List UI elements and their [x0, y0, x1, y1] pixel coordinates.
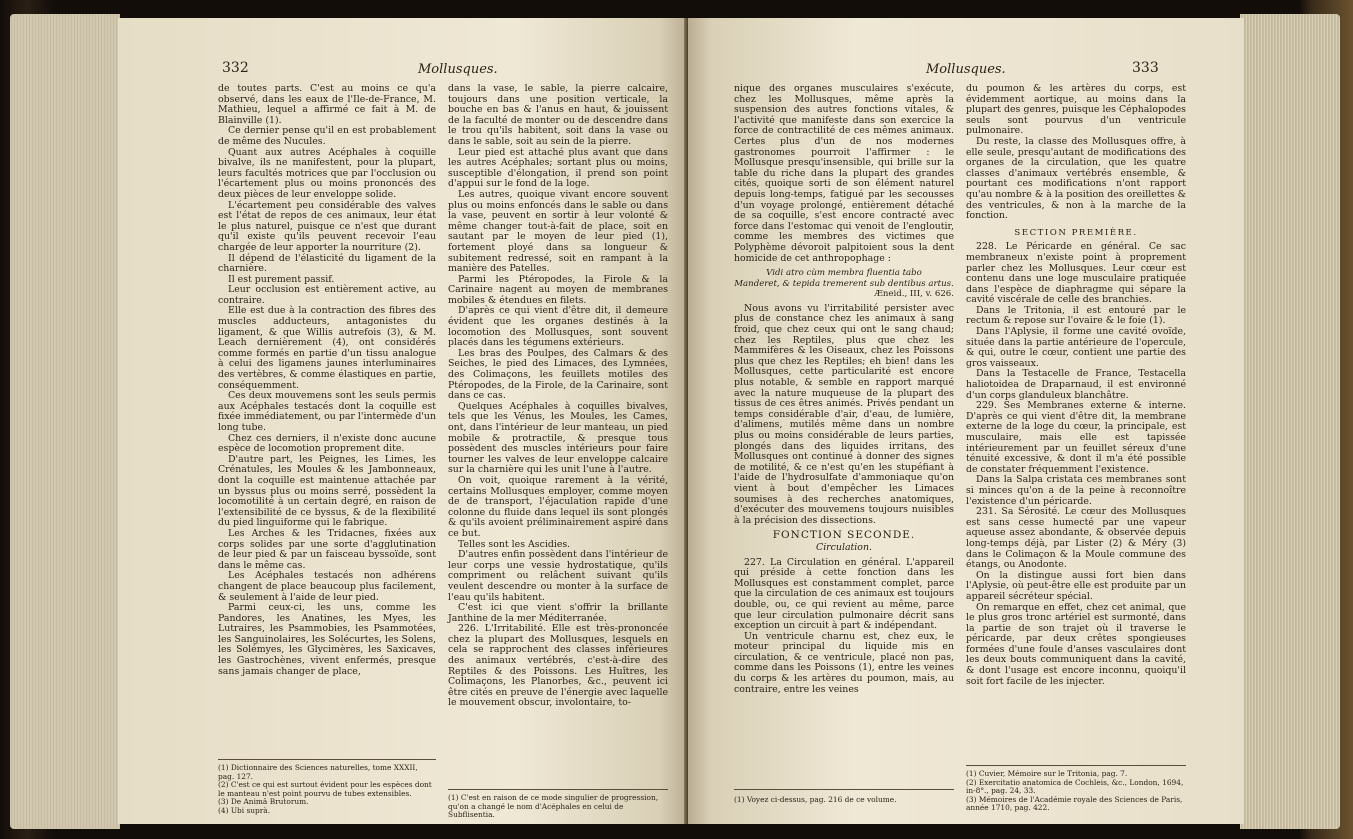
right-running-head: Mollusques. [926, 62, 1006, 77]
footnote-rule [448, 789, 668, 790]
paragraph: Du reste, la classe des Mollusques offre, à elle seule, presqu'autant de modifications des organes de la circulation, que les quatre classes d'animaux vertébrés ensemble, & pourtant ces modifications n'ont rapport qu'au nombre & à la position des oreillettes & des ventricules, & non à la marche de la fonction. [966, 135, 1186, 222]
paragraph: D'autre part, les Peignes, les Limes, les Crénatules, les Moules & les Jambonneaux, dont la coquille est maintenue attachée par un byssus plus ou moins serré, possèdent la locomotilité à un certain degré, en raison de l'extensibilité de ce byssus, & de la flexibilité du pied linguiforme qui le fabrique. [218, 453, 436, 529]
paragraph: Ces deux mouvemens sont les seuls permis aux Acéphales testacés dont la coquille est fixée immédiatement, ou par l'intermède d'un long tube. [218, 390, 436, 433]
paragraph: 229. Ses Membranes externe & interne. D'après ce qui vient d'être dit, la membrane externe de la loge du cœur, la principale, est musculaire, mais elle est tapissée intérieurement par un feuillet séreux d'une ténuité excessive, & dont il m'a été possible de constater fréquemment l'existence. [966, 400, 1186, 475]
left-page-number: 332 [222, 60, 249, 76]
section-subtitle: Circulation. [816, 541, 872, 553]
footnote: (2) C'est ce qui est surtout évident pour les espèces dont le manteau n'est point pourvu de tubes extensibles. [218, 780, 432, 798]
right-page-number: 333 [1132, 60, 1159, 76]
paragraph: Chez ces derniers, il n'existe donc aucune espèce de locomotion proprement dite. [218, 432, 436, 455]
right-page-edges [1240, 14, 1340, 829]
paragraph: Dans le Tritonia, il est entouré par le rectum & repose sur l'ovaire & le foie (1). [966, 304, 1186, 327]
footnote: (4) Ubi suprà. [218, 805, 271, 815]
paragraph: Il est purement passif. [228, 273, 335, 285]
left-column-2 [448, 84, 668, 709]
paragraph: Leur occlusion est entièrement active, au contraire. [218, 284, 436, 306]
right-footnotes-1 [734, 796, 954, 805]
footnote-rule [734, 789, 954, 790]
paragraph: Les Arches & les Tridacnes, fixées aux corps solides par une sorte d'agglutination de leur pied & par un faisceau byssoïde, sont dans le même cas. [218, 527, 436, 571]
paragraph: dans la vase, le sable, la pierre calcaire, toujours dans une position verticale, la bouche en bas & l'anus en haut, & jouissent de la faculté de monter ou de descendre dans le trou qu'ils habitent, soit dans la vase ou dans le sable, soit au sein de la pierre. [448, 83, 668, 147]
left-footnotes-2 [448, 794, 668, 820]
right-column-2 [966, 84, 1186, 687]
paragraph: Les autres, quoique vivant encore souvent plus ou moins enfoncés dans le sable ou dans la vase, peuvent en sortir à leur volonté & même changer tout-à-fait de place, soit en sautant par le moyen de leur pied (1), fortement ployé dans sa longueur & subitement redressé, soit en rampant à la manière des Patelles. [448, 188, 668, 275]
paragraph: Un ventricule charnu est, chez eux, le moteur principal du liquide mis en circulation, & ce ventricule, placé non pas, comme dans les Poissons (1), entre les veines du corps & les artères du poumon, mais, au contraire, entre les veines [734, 630, 954, 695]
paragraph: Ce dernier pense qu'il en est probablement de même des Nucules. [218, 125, 436, 147]
footnote-rule [218, 759, 436, 760]
paragraph: Dans l'Aplysie, il forme une cavité ovoïde, située dans la partie antérieure de l'opercule, & qui, outre le cœur, contient une partie des gros vaisseaux. [966, 326, 1186, 369]
paragraph: D'autres enfin possèdent dans l'intérieur de leur corps une vessie hydrostatique, qu'ils compriment ou relâchent suivant qu'ils veulent descendre ou monter à la surface de l'eau qu'ils habitent. [448, 549, 668, 603]
footnote: (1) Dictionnaire des Sciences naturelles, tome XXXII, pag. 127. [218, 763, 418, 781]
footnote: (1) Voyez ci-dessus, pag. 216 de ce volume. [734, 795, 897, 804]
paragraph: 227. La Circulation en général. L'appareil qui préside à cette fonction dans les Mollusques est constamment complet, parce que la circulation de ces animaux est toujours double, ou, ce qui revient au même, parce que leur circulation pulmonaire décrit sans exception un circuit à part & indépendant. [734, 556, 954, 632]
paragraph: Dans la Salpa cristata ces membranes sont si minces qu'on a de la peine à reconnoître l'existence d'un péricarde. [966, 474, 1186, 507]
right-column-1 [734, 84, 954, 695]
paragraph: Elle est due à la contraction des fibres des muscles adducteurs, antagonistes du ligament, & que Willis autrefois (3), & M. Leach dernièrement (4), ont considérés comme formés en partie d'un tissu analogue à celui des ligamens jaunes interluminaires des vertèbres, & comme élastiques en partie, conséquemment. [218, 305, 436, 391]
paragraph: D'après ce qui vient d'être dit, il demeure évident que les organes destinés à la locomotion des Mollusques, sont souvent placés dans les tégumens extérieurs. [448, 305, 668, 349]
quote-line: Manderet, & tepida tremerent sub dentibus artus. [734, 278, 954, 289]
section-title: FONCTION SECONDE. [772, 529, 916, 542]
quote-line: Vidi atro cùm membra fluentia tabo [766, 268, 922, 279]
paragraph: Dans la Testacelle de France, Testacella haliotoidea de Draparnaud, il est environné d'un corps glanduleux blanchâtre. [966, 368, 1186, 401]
footnote: (3) Mémoires de l'Académie royale des Sciences de Paris, année 1710, pag. 422. [966, 794, 1183, 813]
paragraph: On remarque en effet, chez cet animal, que le plus gros tronc artériel est surmonté, dans la partie de son trajet où il traverse le péricarde, par deux crêtes spongieuses formées d'une foule d'anses vasculaires dont les deux bouts communiquent dans la cavité, & dont l'usage est encore inconnu, quoiqu'il soit fort facile de les injecter. [966, 601, 1186, 687]
paragraph: C'est ici que vient s'offrir la brillante Janthine de la mer Méditerranée. [448, 602, 668, 624]
quote-reference: Æneid., III, v. 626. [874, 289, 954, 300]
paragraph: On voit, quoique rarement à la vérité, certains Mollusques employer, comme moyen de de transport, l'éjaculation rapide d'une colonne du fluide dans lequel ils sont plongés & qu'ils avoient préliminairement aspiré dans ce but. [448, 474, 668, 539]
footnote-rule [966, 765, 1186, 766]
paragraph: Leur pied est attaché plus avant que dans les autres Acéphales; sortant plus ou moins, susceptible d'élongation, il prend son point d'appui sur le fond de la loge. [448, 146, 668, 190]
left-footnotes-1 [218, 764, 436, 816]
paragraph: Quant aux autres Acéphales à coquille bivalve, ils ne manifestent, pour la plupart, leurs facultés motrices que par l'occlusion ou l'écartement plus ou moins prononcés des deux pièces de leur enveloppe solide. [218, 146, 436, 200]
paragraph: nique des organes musculaires s'exécute, chez les Mollusques, même après la suspension des autres fonctions vitales, & l'activité que manifeste dans son exercice la force de contractilité de ces mêmes animaux. Certes plus d'un de nos modernes gastronomes pourroit l'affirmer : le Mollusque presqu'insensible, qui brille sur la table du riche dans la plupart des grandes cités, quoique sorti de son élément naturel depuis long-temps, fatigué par les secousses d'un voyage prolongé, entièrement détaché de sa coquille, s'est encore contracté avec force dans l'estomac qui venoit de l'engloutir, comme les membres des victimes que Polyphème dévoroit palpitoient sous la dent homicide de cet anthropophage : [734, 83, 954, 264]
paragraph: On la distingue aussi fort bien dans l'Aplysie, où peut-être elle est produite par un appareil sécréteur spécial. [966, 569, 1186, 602]
footnote: (3) De Animâ Brutorum. [218, 797, 309, 807]
left-page [118, 18, 688, 824]
left-running-head: Mollusques. [418, 62, 498, 77]
paragraph: Parmi les Ptéropodes, la Firole & la Carinaire nagent au moyen de membranes mobiles & étendues en filets. [448, 273, 668, 306]
paragraph: du poumon & les artères du corps, est évidemment aortique, au moins dans la plupart des genres, puisque les Céphalopodes seuls sont pourvus d'un ventricule pulmonaire. [966, 83, 1186, 137]
left-column-1 [218, 84, 436, 677]
right-footnotes-2 [966, 770, 1186, 813]
paragraph: Les Acéphales testacés non adhérens changent de place beaucoup plus facilement, & seulement à l'aide de leur pied. [218, 570, 436, 603]
footnote: (1) Cuvier, Mémoire sur le Tritonia, pag. 7. [966, 769, 1128, 778]
paragraph: Il dépend de l'élasticité du ligament de la charnière. [218, 252, 436, 275]
footnote: (2) Exercitatio anatomica de Cochleis, &c., London, 1694, in-8°., pag. 24, 33. [966, 777, 1184, 796]
section-first-heading: SECTION PREMIÈRE. [1014, 227, 1138, 238]
left-page-edges [10, 14, 120, 829]
paragraph: Parmi ceux-ci, les uns, comme les Pandores, les Anatines, les Myes, les Lutraires, les Psammobies, les Psammotées, les Sanguinolaires, les Solécurtes, les Solens, les Solémyes, les Glycimères, les Saxicaves, les Gastrochènes, vivent enfermés, presque sans jamais changer de place, [218, 602, 436, 677]
right-page [688, 18, 1244, 824]
paragraph: 231. Sa Sérosité. Le cœur des Mollusques est sans cesse humecté par une vapeur aqueuse assez abondante, & observée depuis long-temps déjà, par Lister (2) & Méry (3) dans le Colimaçon & la Moule commune des étangs, ou Anodonte. [966, 506, 1186, 571]
footnote: (1) C'est en raison de ce mode singulier de progression, qu'on a changé le nom d'Acéphales en celui de Subflisentia. [448, 793, 659, 820]
paragraph: 228. Le Péricarde en général. Ce sac membraneux n'existe point à proprement parler chez les Mollusques. Leur cœur est contenu dans une loge musculaire pratiquée dans l'espèce de diaphragme qui sépare la cavité viscérale de celle des branchies. [966, 241, 1186, 306]
paragraph: Nous avons vu l'irritabilité persister avec plus de constance chez les animaux à sang froid, que chez ceux qui ont le sang chaud; chez les Reptiles, plus que chez les Mammifères & les Oiseaux, chez les Poissons plus que chez les Reptiles; eh bien! dans les Mollusques, cette particularité est encore plus notable, & semble en rapport marqué avec la nature muqueuse de la plupart des tissus de ces êtres animés. Privés pendant un temps considérable d'air, d'eau, de lumière, d'alimens, mutilés même dans un nombre plus ou moins considérable de leurs parties, plongés dans des liquides irritans, des Mollusques ont continué à donner des signes de motilité, & ce n'est qu'en les stupéfiant à l'aide de l'hydrosulfate d'ammoniaque qu'on vient à bout d'empêcher les Limaces soumises à des recherches anatomiques, d'exécuter des mouvemens toujours nuisibles à la précision des dissections. [734, 302, 954, 526]
paragraph: 226. L'Irritabilité. Elle est très-prononcée chez la plupart des Mollusques, lesquels en cela se rapprochent des classes inférieures des animaux vertébrés, c'est-à-dire des Reptiles & des Poissons. Les Huîtres, les Colimaçons, les Planorbes, &c., peuvent ici être cités en preuve de l'énergie avec laquelle le mouvement obscur, involontaire, to- [448, 623, 668, 709]
paragraph: Telles sont les Ascidies. [458, 538, 571, 550]
paragraph: Quelques Acéphales à coquilles bivalves, tels que les Vénus, les Moules, les Cames, ont, dans l'intérieur de leur manteau, un pied mobile & protractile, & presque tous possèdent des muscles intérieurs pour faire tourner les valves de leur enveloppe calcaire sur la charnière qui les unit l'une à l'autre. [448, 400, 668, 476]
paragraph: de toutes parts. C'est au moins ce qu'a observé, dans les eaux de l'Ile-de-France, M. Mathieu, lequel a affirmé ce fait à M. de Blainville (1). [218, 83, 436, 126]
paragraph: L'écartement peu considérable des valves est l'état de repos de ces animaux, leur état le plus naturel, puisque ce n'est que durant qu'il existe qu'ils peuvent recevoir l'eau chargée de leur apporter la nourriture (2). [218, 199, 436, 253]
paragraph: Les bras des Poulpes, des Calmars & des Seiches, le pied des Limaces, des Lymnées, des Colimaçons, les feuillets motiles des Ptéropodes, de la Firole, de la Carinaire, sont dans ce cas. [448, 347, 668, 402]
